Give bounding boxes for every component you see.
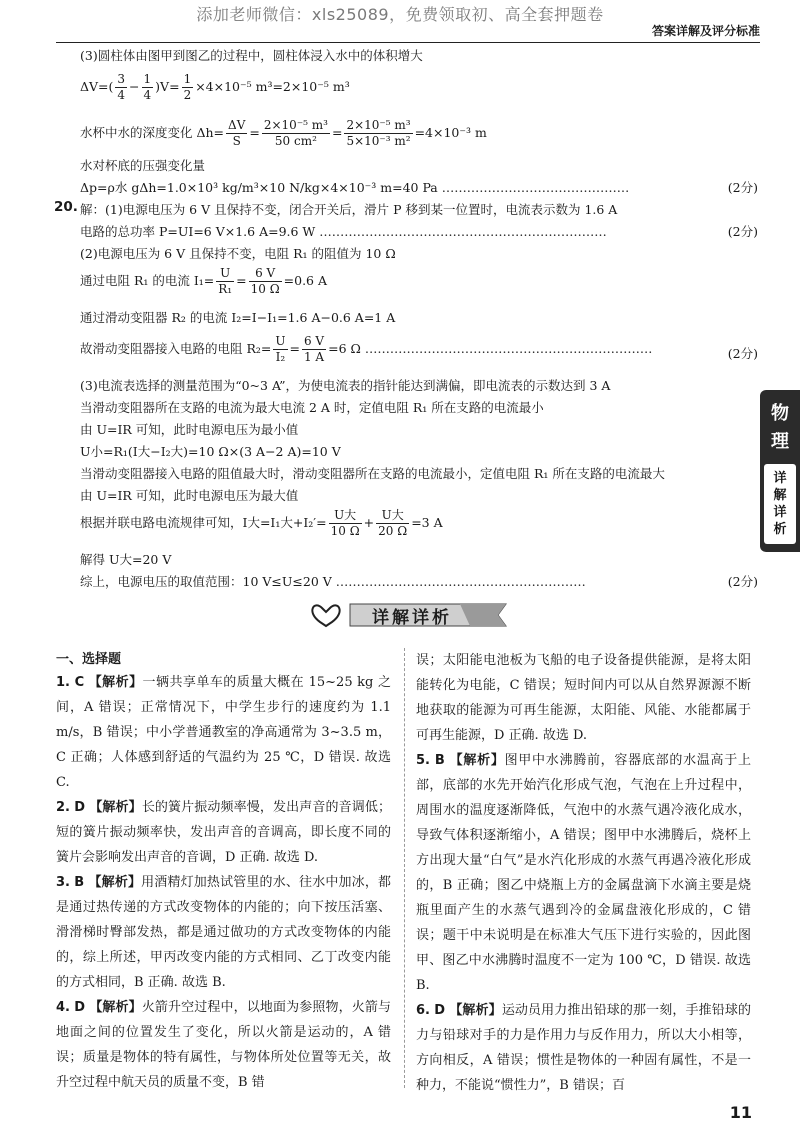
fraction: $\frac{6 V}{10 \Omega}$ bbox=[250, 266, 280, 296]
subject-side-tab bbox=[760, 390, 800, 552]
subject-char: 理 bbox=[771, 431, 789, 452]
answer-line-19: 解得 U大=20 V bbox=[80, 552, 172, 567]
fraction: $\frac{3}{4}$ bbox=[117, 72, 126, 102]
answer-line-12: (3)电流表选择的测量范围为“0~3 A”，为使电流表的指针能达到满偏，即电流表的示数达到 3 A bbox=[80, 378, 611, 393]
list-item: 3. B 【解析】用酒精灯加热试管里的水、往水中加冰，都是通过热传递的方式改变物体的内能的；向下按压活塞、滑滑梯时臀部发热，都是通过做功的方式改变物体的内能的，综上所述，甲丙改变内能的方式相同、乙丁改变内能的方式相同，B 正确. 故选 B. bbox=[56, 875, 391, 990]
answer-line-14: 由 U=IR 可知，此时电源电压为最小值 bbox=[80, 422, 299, 437]
right-column bbox=[416, 648, 751, 1098]
fraction: $\frac{\text{2×10⁻⁵ m³}}{\text{50 cm²}}$ bbox=[263, 118, 328, 148]
answer-line-1: (3)圆柱体由图甲到图乙的过程中，圆柱体浸入水中的体积增大 bbox=[80, 48, 423, 63]
running-head: 答案详解及评分标准 bbox=[651, 24, 760, 38]
answer-line-10: 通过滑动变阻器 R₂ 的电流 I₂=I−I₁=1.6 A−0.6 A=1 A bbox=[80, 310, 396, 325]
header-rule bbox=[56, 42, 760, 43]
list-item: 2. D 【解析】长的簧片振动频率慢，发出声音的音调低；短的簧片振动频率快，发出声音的音调高，即长度不同的簧片会影响发出声音的音调，D 正确. 故选 D. bbox=[56, 800, 391, 865]
answer-line-15: U小=R₁(I大−I₂大)=10 Ω×(3 A−2 A)=10 V bbox=[80, 444, 341, 459]
answer-line-6: 解：(1)电源电压为 6 V 且保持不变，闭合开关后，滑片 P 移到某一位置时，电流表示数为 1.6 A bbox=[80, 202, 618, 217]
fraction: $\frac{6 V}{1 A}$ bbox=[303, 334, 325, 364]
column-divider bbox=[404, 648, 405, 1088]
section-title: 一、选择题 bbox=[56, 652, 122, 667]
answer-line-16: 当滑动变阻器接入电路的阻值最大时，滑动变阻器所在支路的电流最小，定值电阻 R₁ 所在支路的电流最大 bbox=[80, 466, 665, 481]
answer-line-18: 根据并联电路电流规律可知，I大=I₁大+I₂′= $\frac{\text{U大}}{10 \Omega}$ + $\frac{\text{U大}}{20 \Omega}$ =3 A bbox=[80, 508, 443, 538]
answer-line-9: 通过电阻 R₁ 的电流 I₁= $\frac{U}{\text{R₁}}$ = $\frac{6 V}{10 \Omega}$ =0.6 A bbox=[80, 266, 328, 296]
list-item: 1. C 【解析】一辆共享单车的质量大概在 15~25 kg 之间，A 错误；正常情况下，中学生步行的速度约为 1.1 m/s，B 错误；中小学普通教室的净高通常为 3~3.5 m，C 正确；人体感到舒适的气温约为 25 ℃，D 错误. 故选 C. bbox=[56, 675, 391, 790]
tab-label: 详 解 详 析 bbox=[764, 464, 796, 544]
score-mark: (2分) bbox=[727, 574, 758, 589]
banner-title: 详解详析 bbox=[372, 608, 452, 628]
answer-line-8: (2)电源电压为 6 V 且保持不变，电阻 R₁ 的阻值为 10 Ω bbox=[80, 246, 396, 261]
list-item: 误；太阳能电池板为飞船的电子设备提供能源，是将太阳能转化为电能，C 错误；短时间内可以从自然界源源不断地获取的能源为可再生能源，太阳能、风能、水能都属于可再生能源，D 正确. 故选 D. bbox=[416, 653, 751, 743]
left-column bbox=[56, 670, 391, 1095]
page-number: 11 bbox=[729, 1103, 752, 1122]
question-number-20: 20. bbox=[54, 199, 78, 215]
section-banner bbox=[310, 600, 510, 630]
answer-line-2: ΔV=( $\frac{3}{4}$ − $\frac{1}{4}$ )V= $\frac{1}{2}$ ×4×10⁻⁵ m³=2×10⁻⁵ m³ bbox=[80, 72, 350, 102]
fraction: $\frac{\text{U大}}{20 \Omega}$ bbox=[378, 508, 408, 538]
score-mark: (2分) bbox=[727, 346, 758, 361]
subject-char: 物 bbox=[771, 403, 789, 424]
list-item: 4. D 【解析】火箭升空过程中，以地面为参照物，火箭与地面之间的位置发生了变化，所以火箭是运动的，A 错误；质量是物体的特有属性，与物体所处位置等无关，故升空过程中航天员的质量不变，B 错 bbox=[56, 1000, 391, 1090]
answer-line-20: 综上，电源电压的取值范围：10 V≤U≤20 V …………………………………………………… bbox=[80, 574, 586, 589]
watermark: 添加老师微信：xls25089，免费领取初、高全套押题卷 bbox=[196, 5, 604, 24]
fraction: $\frac{1}{4}$ bbox=[143, 72, 152, 102]
score-mark: (2分) bbox=[727, 180, 758, 195]
answer-line-13: 当滑动变阻器所在支路的电流为最大电流 2 A 时，定值电阻 R₁ 所在支路的电流最小 bbox=[80, 400, 544, 415]
fraction: $\frac{U}{\text{I₂}}$ bbox=[275, 334, 286, 364]
answer-line-7: 电路的总功率 P=UI=6 V×1.6 A=9.6 W …………………………………………………………… bbox=[80, 224, 607, 239]
fraction: $\frac{\Delta V}{S}$ bbox=[228, 118, 246, 148]
list-item: 6. D 【解析】运动员用力推出铅球的那一刻，手推铅球的力与铅球对手的力是作用力与反作用力，所以大小相等，方向相反，A 错误；惯性是物体的一种固有属性，不是一种力，不能说“惯性力”，B 错误；百 bbox=[416, 1003, 751, 1093]
answer-line-11: 故滑动变阻器接入电路的电阻 R₂= $\frac{U}{\text{I₂}}$ = $\frac{6 V}{1 A}$ =6 Ω …………………………………………………………… bbox=[80, 334, 653, 364]
answer-line-17: 由 U=IR 可知，此时电源电压为最大值 bbox=[80, 488, 299, 503]
answer-line-5: Δp=ρ水 gΔh=1.0×10³ kg/m³×10 N/kg×4×10⁻³ m=40 Pa ……………………………………… bbox=[80, 180, 630, 195]
fraction: $\frac{\text{2×10⁻⁵ m³}}{\text{5×10⁻³ m²}}$ bbox=[346, 118, 411, 148]
score-mark: (2分) bbox=[727, 224, 758, 239]
fraction: $\frac{1}{2}$ bbox=[183, 72, 192, 102]
answer-line-4: 水对杯底的压强变化量 bbox=[80, 158, 206, 173]
list-item: 5. B 【解析】图甲中水沸腾前，容器底部的水温高于上部，底部的水先开始汽化形成气泡，气泡在上升过程中，周围水的温度逐渐降低，气泡中的水蒸气遇冷液化成水，导致气体积逐渐缩小，A 错误；图甲中水沸腾后，烧杯上方出现大量“白气”是水汽化形成的水蒸气再遇冷液化形成的，B 正确；图乙中烧瓶上方的金属盘滴下水滴主要是烧瓶里面产生的水蒸气遇到冷的金属盘液化形成的，C 错误；题干中未说明是在标准大气压下进行实验的，因此图甲、图乙中水沸腾时温度不一定为 100 ℃，D 错误. 故选 B. bbox=[416, 753, 751, 993]
fraction: $\frac{U}{\text{R₁}}$ bbox=[218, 266, 233, 296]
answer-line-3: 水杯中水的深度变化 Δh= $\frac{\Delta V}{S}$ = $\frac{\text{2×10⁻⁵ m³}}{\text{50 cm²}}$ = $\frac{\text{2×10⁻⁵ m³}}{\text{5×10⁻³ m²}}$ =4×10⁻³ m bbox=[80, 118, 487, 148]
fraction: $\frac{\text{U大}}{10 \Omega}$ bbox=[330, 508, 360, 538]
